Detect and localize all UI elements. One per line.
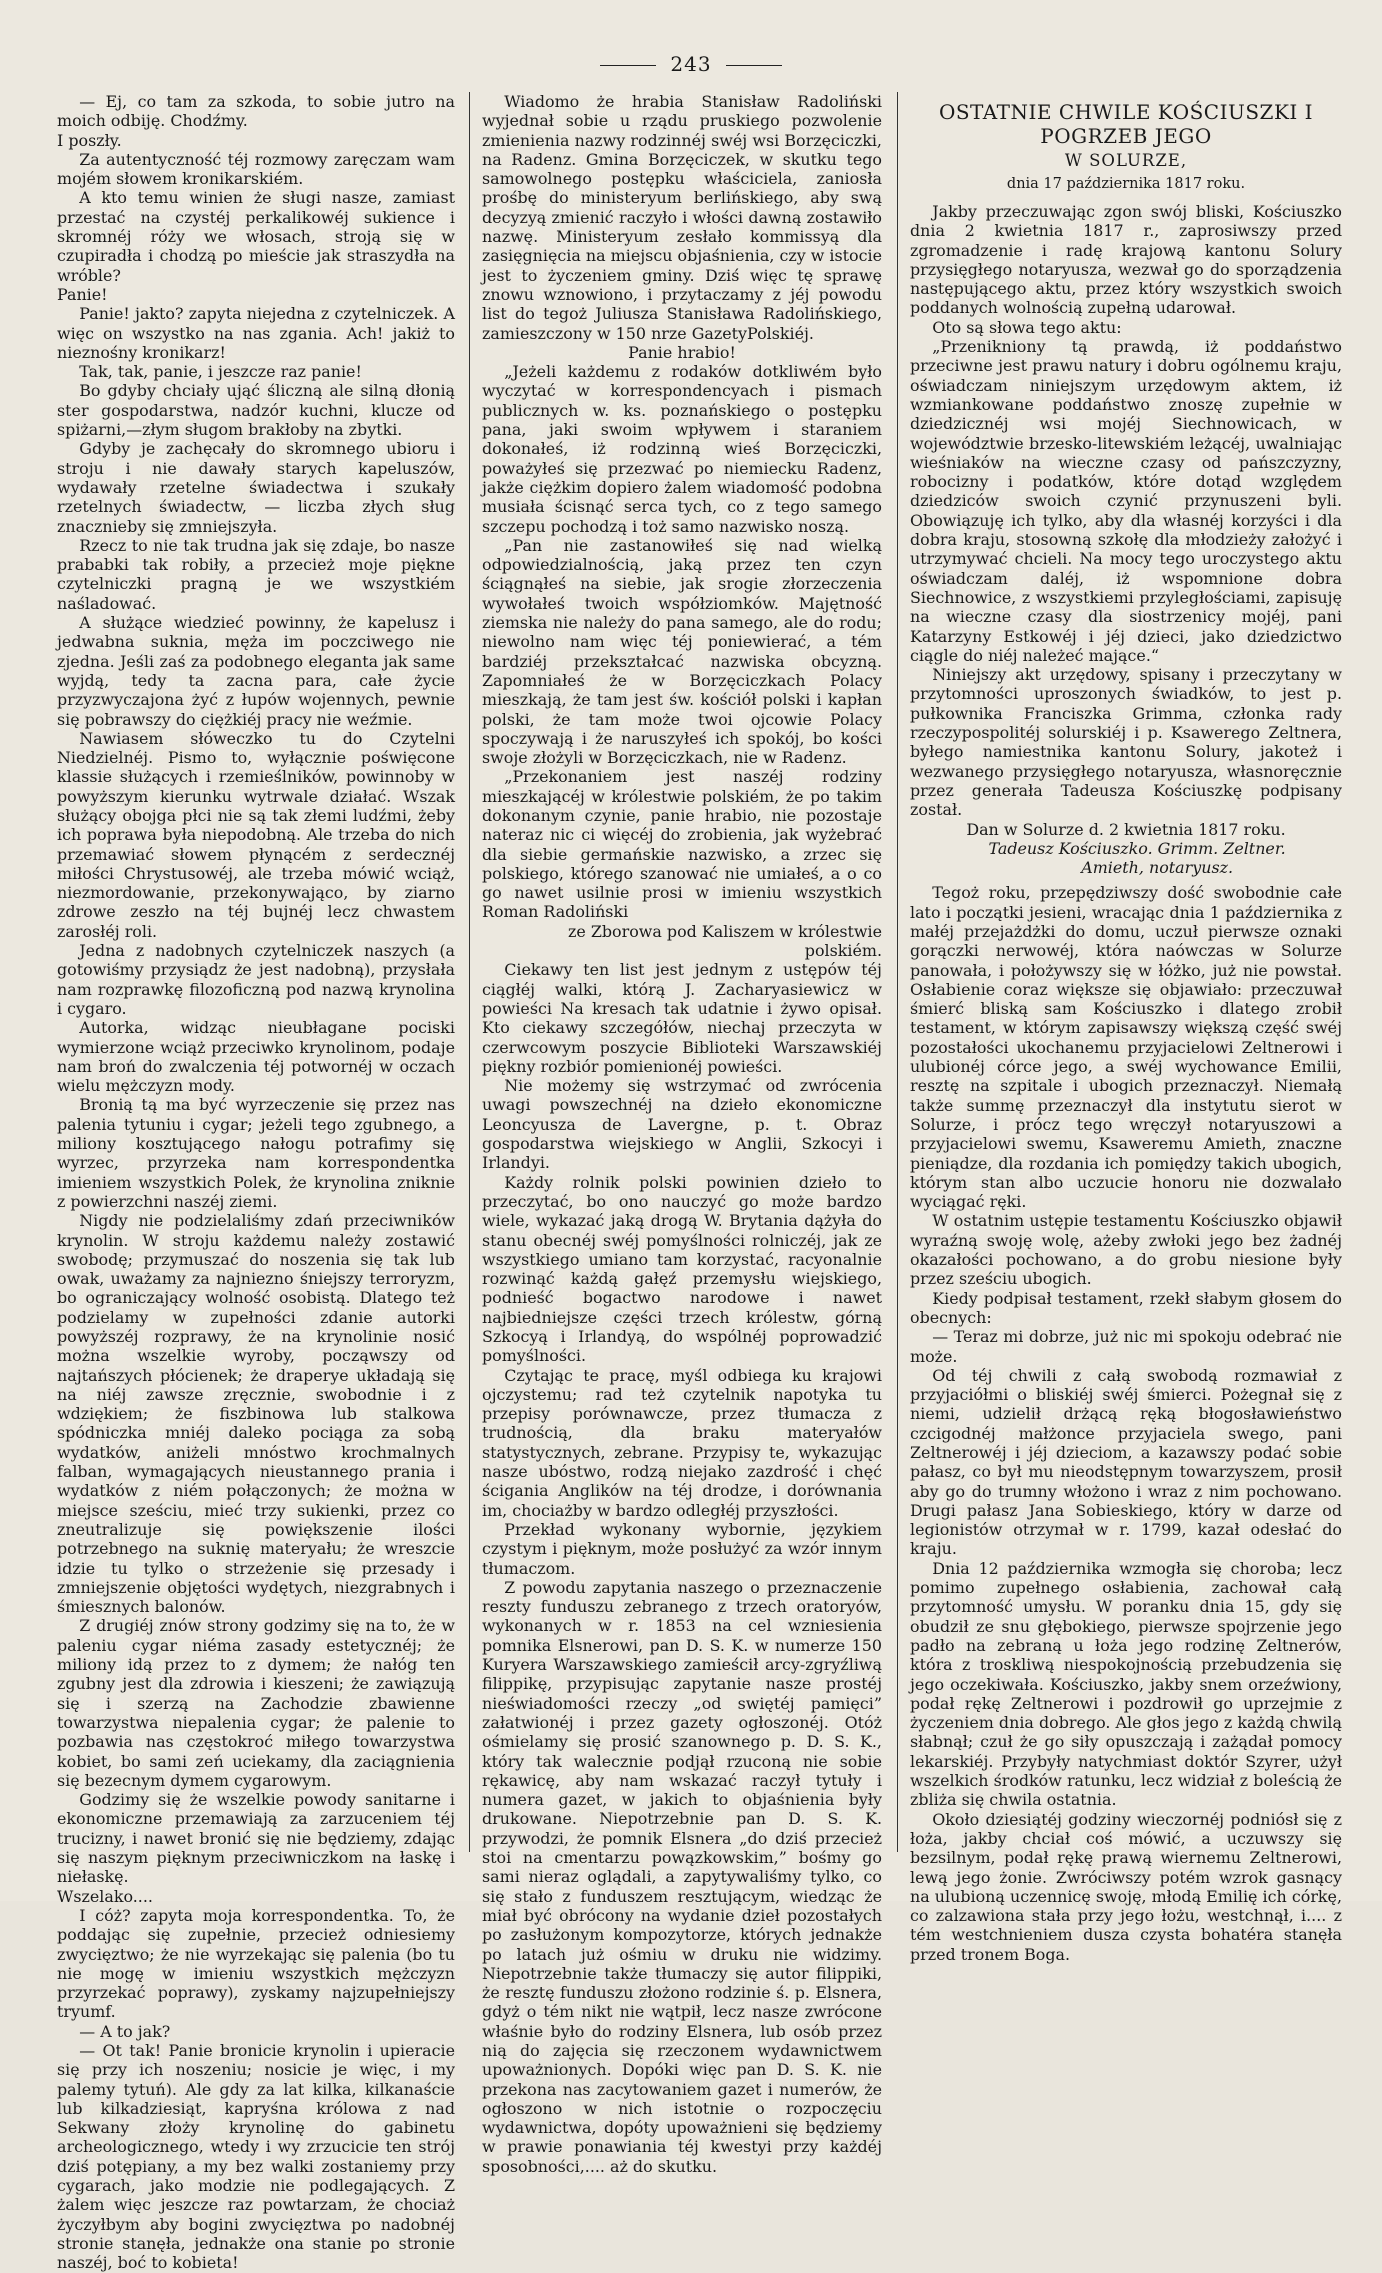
paragraph: Kiedy podpisał testament, rzekł słabym głosem do obecnych:: [910, 1288, 1342, 1327]
article-body-part1: [910, 202, 1342, 839]
paragraph: Gdyby je zachęcały do skromnego ubioru i stroju i nie dawały starych kapeluszów, wydawały rzetelne świadectwa i szukały rzetelnych świadectw, — liczba złych sług znacznieby się zmniejszyła.: [57, 439, 455, 536]
paragraph: Godzimy się że wszelkie powody sanitarne i ekonomiczne przemawiają za zarzuceniem téj trucizny, i nawet bronić się nie będziemy, zdając się naszym pięknym przeciwniczkom na łaskę i niełaskę.: [57, 1790, 455, 1887]
paragraph: Nawiasem słóweczko tu do Czytelni Niedzielnéj. Pismo to, wyłącznie poświęcone klassie służących i rzemieślników, powinnoby w powyższym kierunku wytrwale działać. Wszak służący obojga płci nie są tak złemi ludźmi, żeby ich poprawa była niepodobną. Ale trzeba do nich przemawiać słowem płynącém z serdecznéj miłości Chrystusowéj, ale trzeba mówić wciąż, niezmordowanie, przekonywająco, by ziarno zdrowe zeszło na téj bujnéj lecz chwastem zarosłéj roli.: [57, 728, 455, 941]
paragraph: Oto są słowa tego aktu:: [932, 317, 1122, 337]
columns: [57, 92, 1342, 2273]
paragraph: Panie hrabio!: [628, 342, 736, 362]
paragraph: — Ot tak! Panie bronicie krynolin i upieracie się przy ich noszeniu; nosicie je więc, i my palemy tytuń). Ale gdy za lat kilka, kilkanaście lub kilkadziesiąt, kapryśna królowa z nad Sekwany złoży krynolinę do gabinetu archeologicznego, wtedy i wy zrzucicie ten strój dziś potępiany, a my bez walki zostaniemy przy cygarach, jako modzie nie podlegających. Z żalem więc jeszcze raz powtarzam, że chociaż życzyłbym aby boginі zwycięztwa po nadobnéj stronie stanęła, jednakże ona stanie po stronie naszéj, boć to kobieta!: [57, 2040, 455, 2273]
paragraph: Każdy rolnik polski powinien dzieło to przeczytać, bo ono nauczyć go może bardzo wiele, wykazać jaką drogą W. Brytania dążyła do stanu obecnéj swéj pomyślności rolniczéj, jak ze wszystkiego umiano tam korzystać, racyonalnie rozwinąć każdą gałęź przemysłu wiejskiego, podnieść bogactwo narodowe i nawet najbiedniejsze części trzech królestw, górną Szkocyą i Irlandyą, do wspólnéj poprowadzić pomyślności.: [482, 1172, 882, 1366]
paragraph: Jakby przeczuwając zgon swój bliski, Kościuszko dnia 2 kwietnia 1817 r., zaprosiwszy przed zgromadzenie i radę krajową kantonu Solury przysięgłego notaryusza, wezwał go do sporządzenia następującego aktu, przez który wszystkich swoich poddanych wolnością zupełną udarował.: [910, 202, 1342, 318]
paragraph: I poszły.: [57, 130, 122, 150]
paragraph: Jedna z nadobnych czytelniczek naszych (a gotowiśmy przysiądz że jest nadobną), przysłała nam rozprawkę filozoficzną pod nazwą krynolina i cygaro.: [57, 941, 455, 1018]
article-body-part2: [910, 883, 1342, 1964]
paragraph: Czytając te pracę, myśl odbiega ku krajowi ojczystemu; rad też czytelnik napotyka tu przepisy porównawcze, przez tłumacza z trudnością, dla braku materyałów statystycznych, zebrane. Przypisy te, wykazując nasze ubóstwo, rodzą niejako zazdrość i chęć ścigania Anglików na téj drodze, i dorównania im, chociażby w bardzo odległéj przyszłości.: [482, 1365, 882, 1520]
paragraph: — Ej, co tam za szkoda, to sobie jutro na moich odbiję. Chodźmy.: [57, 92, 455, 131]
paragraph: Z drugiéj znów strony godzimy się na to, że w paleniu cygar niéma zasady estetycznéj; że miliony idą przez to z dymem; że nałóg ten zgubny jest dla zdrowia i kieszeni; że zawiązują się i szerzą na Zachodzie zbawienne towarzystwa niepalenia cygar; że paleniе to pozbawia nas częstokroć miłego towarzystwa kobiet, bo sami zeń uciekamy, dla zaciągnienia się bezecnym dymem cygarowym.: [57, 1616, 455, 1790]
paragraph: — A to jak?: [79, 2021, 171, 2041]
column-right: [910, 92, 1342, 1964]
paragraph: Wiadomo że hrabia Stanisław Radoliński wyjednał sobie u rządu pruskiego pozwolenie zmienienia nazwy rodzinnéj swéj wsi Borzęciczki, na Radenz. Gmina Borzęciczek, w skutku tego samowolnego postępku właściciela, zaniosła prośbę do ministeryum berlińskiego, aby swą decyzyą zmienić raczyło i włości dawną zostawiło nazwę. Ministeryum zesłało kommissyą dla zasięgnięcia na miejscu objaśnienia, czy w istocie jest to życzeniem gminy. Dziś więc tę sprawę znowu wznowiono, i przytaczamy z jéj powodu list do tegoż Juliusza Stanisława Radolińskiego, zamieszczony w 150 nrze GazetyPolskiéj.: [482, 92, 882, 343]
paragraph: Bo gdyby chciały ująć śliczną ale silną dłonią ster gospodarstwa, nadzór kuchni, klucze od spiżarni,—złym sługom brakłoby na zbytki.: [57, 381, 455, 440]
signature-line-2: Amieth, notaryusz.: [1081, 858, 1234, 878]
page-number-text: 243: [670, 52, 712, 76]
paragraph: — Teraz mi dobrze, już nic mi spokoju odebrać nie może.: [910, 1327, 1342, 1366]
folio-dash-left: [600, 65, 656, 66]
paragraph: Ciekawy ten list jest jednym z ustępów téj ciągłéj walki, którą J. Zacharyasiewicz w powieści Na kresach tak udatnie i żywo opisał. Kto ciekawy szczegółów, niechaj przeczyta w czerwcowym poszycie Biblioteki Warszawskiéj piękny rozbiór pomienionéj powieści.: [482, 960, 882, 1076]
paragraph: „Jeżeli każdemu z rodaków dotkliwém było wyczytać w korrespondencyach i pismach publicznych w. ks. poznańskiego o postępku pana, jaki swoim wpływem i staraniem dokonałeś, iż rodzinną wieś Borzęciczki, poważyłeś się przezwać po niemiecku Radenz, jakże ciężkim dopiero żalem wiadomość podobna musiała ścisnąć serca tych, co z tego samego szczepu pochodzą i toż samo nazwisko noszą.: [482, 362, 882, 536]
paragraph: Z powodu zapytania naszego o przeznaczenie reszty funduszu zebranego z trzech oratoryów, wykonanych w r. 1853 na cel wzniesienia pomnika Elsnerowi, pan D. S. K. w numerze 150 Kuryera Warszawskiego zamieścił arcy-zgryźliwą filippikę, przypisując zapytanie nasze prostéj nieświadomości rzeczy „od swiętéj pamięci” załatwionéj i przez gazety ogłoszonéj. Otóż ośmielamy się prosić szanownego p. D. S. K., który tak walecznie podjął rzuconą nie sobie rękawicę, aby nam wskazać raczył tytuły i numera gazet, w jakich to objaśnienia były drukowane. Niepotrzebnie pan D. S. K. przywodzi, że pomnik Elsnera „do dziś przecież stoi na cmentarzu powązkowskim,” bośmy go sami nieraz oglądali, a zapytywaliśmy tylko, co się stało z funduszem resztującym, wiedząc że miał być obrócony na wydanie dzieł pozostałych po zasłużonym kompozytorze, których jednakże po latach już ośmiu w druku nie widzimy. Niepotrzebnie także tłumaczy się autor filippiki, że resztę funduszu złożono rodzinie ś. p. Elsnera, gdyż o tém nikt nie wątpił, lecz nasze zwrócone właśnie było do rodziny Elsnera, lub osób przez nią do zajęcia się rzeczonem wydawnictwem upoważnionych. Dopóki więc pan D. S. K. nie przekona nas zacytowaniem gazet i numerów, że ogłoszono w nich istotnie o rozpoczęciu wydawnictwa, dopóty upoważnieni się będziemy w prawie ponawiania téj kwestyi przy każdéj sposobności,.... aż do skutku.: [482, 1577, 882, 2176]
paragraph: Panie! jakto? zapyta niejedna z czytelniczek. A więc on wszystko na nas zgania. Ach! jakiż to nieznośny kronikarz!: [57, 304, 455, 362]
paragraph: Przekład wykonany wybornie, językiem czystym i pięknym, może posłużyć za wzór innym tłumaczom.: [482, 1519, 882, 1578]
column-rule-1: [469, 92, 470, 1852]
paragraph: Dan w Solurze d. 2 kwietnia 1817 roku.: [966, 819, 1286, 839]
page-number: [0, 52, 1382, 76]
column-middle: [482, 92, 882, 2176]
paragraph: Około dziesiątéj godziny wieczornéj podniósł się z łoża, jakby chciał coś mówić, a uczuwszy się bezsilnym, podał rękę prawą wiernemu Zeltnerowi, lewą jego żonie. Zwróciwszy potém wzrok gasnący na ulubioną uczennicę swoję, młodą Emilię ich córkę, co zalzawiona stała przy jego łożu, westchnął, i.... z tém westchnieniem dusza czysta bohatéra stanęła przed tronem Boga.: [910, 1809, 1342, 1964]
paragraph: I cóż? zapyta moja korrespondentka. To, że poddając się zupełnie, przecież odniesiemy zwycięztwo; że nie wyrzekając się palenia (bo tu nie mogę w imieniu wszystkich mężczyzn przyrzekać poprawy), zyskamy najzupełniejszy tryumf.: [57, 1905, 455, 2022]
paragraph: „Przekonaniem jest naszéj rodziny mieszkającéj w królestwie polskiém, że po takim dokonanym czynie, panie hrabio, nie pozostaje nateraz nic ci więcéj do zrobienia, jak wyżebrać dla siebie germańskie nazwisko, a zrzec się polskiego, którego szanować nie umiałeś, a o co go nawet usilnie prosi w imieniu wszystkich Roman Radoliński: [482, 767, 882, 922]
paragraph: Tak, tak, panie, i jeszcze raz panie!: [79, 362, 362, 382]
paragraph: Nie możemy się wstrzymać od zwrócenia uwagi powszechnéj na dzieło ekonomiczne Leoncyusza de Lavergne, p. t. Obraz gospodarstwa wiejskiego w Anglii, Szkocyi i Irlandyi.: [482, 1076, 882, 1173]
paragraph: W ostatnim ustępie testamentu Kościuszko objawił wyraźną swoję wolę, ażeby zwłoki jego bez żadnéj okazałości pochowano, a do grobu niesione były przez sześciu ubogich.: [910, 1211, 1342, 1289]
paragraph: A kto temu winien że sługi nasze, zamiast przestać na czystéj perkalikowéj sukience i skromnéj róży we włosach, stroją się w czupiradła i chodzą po mieście jak straszydła na wróble?: [57, 188, 455, 285]
paragraph: Autorka, widząc nieubłagane pociski wymierzone wciąż przeciwko krynolinom, podaje nam broń do zwalczenia téj potwornéj w oczach wielu mężczyzn mody.: [57, 1018, 455, 1096]
column-left: [57, 92, 455, 2273]
paragraph: Nigdy nie podzielaliśmy zdań przeciwników krynolin. W stroju każdemu należy zostawić swobodę; przymuszać do noszenia się tak lub owak, uważamy za najniezno śniejszy terroryzm, bo ograniczający wolność osobistą. Dlatego też podzielamy w zupełności zdanie autorki powyższéj rozprawy, że na krynolinie nosić można wszelkie wyroby, począwszy od najtańszych płócienek; że draperye układają się na niéj zawsze zręcznie, swobodnie i z wdziękiem; że fiszbinowa lub stalkowa spódniczka mniéj daleko pociąga za sobą wydatków, aniżeli mnóstwo krochmalnych falban, wymagających nieustannego prania i wydatków z niém połączonych; że można w miejsce sześciu, mieć trzy sukienki, przez co zneutralizuje się powiększenie ilości potrzebnego na suknię materyału; że wreszcie idzie tu tylko o strzeżenie się przesady i zmniejszenie objętości wydętych, niezgrabnych i śmiesznych balonów.: [57, 1211, 455, 1617]
column-rule-2: [897, 92, 898, 1852]
paragraph: Dnia 12 października wzmogła się choroba; lecz pomimo zupełnego osłabienia, zachował całą przytomność umysłu. W poranku dnia 15, gdy się obudził ze snu głębokiego, pierwsze spojrzenie jego padło na zebraną u łoża jego rodzinę Zeltnerów, która z troskliwą niespokojnością przebudzenia się jego oczekiwała. Kościuszko, jakby snem orzeźwiony, podał rękę Zeltnerowi i pozdrowił go uprzejmie z życzeniem dnia dobrego. Ale głos jego z każdą chwilą słabnął; czuł że go siły opuszczają i zażądał pomocy lekarskiéj. Przybyły natychmiast doktór Szyrer, użył wszelkich środków ratunku, lecz widział z boleścią że zbliża się chwila ostatnia.: [910, 1558, 1342, 1810]
paragraph: Tegoż roku, przepędziwszy dość swobodnie całe lato i początki jesieni, wracając dnia 1 października z małéj przejażdżki do domu, uczuł pierwsze oznaki gorączki nerwowéj, która naówczas w Solurze panowała, i położywszy się w łóżko, już nie powstał. Osłabienie coraz większe się objawiało: przeczuwał śmierć bliską sam Kościuszko i dlatego zrobił testament, w którym zapisawszy większą część swéj pozostałości ukochanemu przyjacielowi Zeltnerowi i ulubionéj córce jego, a swéj wychowance Emilii, resztę na szpitale i ubogich przeznaczył. Niemałą także summę przeznaczył dla instytutu sierot w Solurze, i prócz tego wręczył notaryuszowi a przyjacielowi swemu, Ksaweremu Amieth, znaczne pieniądze, dla rozdania ich pomiędzy takich ubogich, którym stan albo uczucie honoru nie dozwalało wyciągać ręki.: [910, 883, 1342, 1212]
paragraph: Niniejszy akt urzędowy, spisany i przeczytany w przytomności uproszonych świadków, to jest p. pułkownika Franciszka Grimma, członka rady rzeczypospolitéj solurskiéj i p. Ksawerego Zeltnera, byłego namiestnika kantonu Solury, jakoteż i wezwanego przysięgłego notaryusza, własnoręcznie przez generała Tadeusza Kościuszkę podpisany został.: [910, 665, 1342, 820]
paragraph: „Pan nie zastanowiłeś się nad wielką odpowiedzialnością, jaką przez ten czyn ściągnąłeś na siebie, jak srogie złorzeczenia wywołałeś twoich współziomków. Majętność ziemska nie należy do pana samego, ale do rodu; niewolno nam więc téj poniewierać, a tém bardziéj przekształcać nazwiska obcyzną. Zapomniałeś że w Borzęciczkach Polacy mieszkają, że tam jest św. kościół polski i kapłan polski, że tam może twoi ojcowie Polacy spoczywają i że naruszyłeś ich spokój, bo kości swoje złożyli w Borzęciczkach, nie w Radenz.: [482, 535, 882, 768]
paragraph: A służące wiedzieć powinny, że kapelusz i jedwabna suknia, męża im poczciwego nie zjedna. Jeśli zaś za podobnego eleganta jak same wyjdą, tedy ta zacna para, całe życie przyzwyczajona żyć z łupów wojennych, pewnie się pobrawszy do ciężkiéj pracy nie weźmie.: [57, 613, 455, 729]
paragraph: „Przenikniony tą prawdą, iż poddaństwo przeciwne jest prawu natury i dobru ogólnemu kraju, oświadczam niniejszym urzędowym aktem, iż wzmiankowane poddaństwo znoszę zupełnie w dziedzicznéj wsi mojéj Siechnowicach, w województwie brzesko-litewskiém leżącéj, uwalniając wieśniaków na wieczne czasy od pańszczyzny, robocizny i podatków, które dotąd względem dziedziców swoich czynić przynuszeni byli. Obowiązuję ich tylko, aby dla własnéj korzyści i dla dobra kraju, stosowną szkołę dla młodzieży założyć i utrzymywać chcieli. Na mocy tego uroczystego aktu oświadczam daléj, iż wspomnione dobra Siechnowice, z wszystkiemi przyległościami, zapisuję na wieczne czasy dla siostrzenicy mojéj, pani Katarzyny Estkowéj i jéj dzieci, jako dziedzictwo ciągle do niéj należeć mające.“: [910, 337, 1342, 665]
signature-line-1: Tadeusz Kościuszko. Grimm. Zeltner.: [988, 838, 1286, 858]
article-title: OSTATNIE CHWILE KOŚCIUSZKI I POGRZEB JEGO: [938, 100, 1314, 148]
paragraph: Od téj chwili z całą swobodą rozmawiał z przyjaciółmi o bliskiéj swéj śmierci. Pożegnał się z niemi, udzielił drżącą ręką błogosławieństwo czcigodnéj małżonce przyjaciela swego, pani Zeltnerowéj i jéj dzieciom, a kazawszy podać sobie pałasz, co był mu nieodstępnym towarzyszem, prosił aby go do trumny włożono i wraz z nim pochowano. Drugi pałasz Jana Sobieskiego, który w darze od legionistów otrzymał w r. 1799, kazał odesłać do kraju.: [910, 1365, 1342, 1559]
paragraph: Za autentyczność téj rozmowy zaręczam wam mojém słowem kronikarskiém.: [57, 149, 455, 189]
paragraph: Panie!: [57, 284, 108, 304]
paragraph: Rzecz to nie tak trudna jak się zdaje, bo nasze prababki tak robiły, a przecież moje piękne czytelniczki pragną je we wszystkiém naśladować.: [57, 535, 455, 613]
paragraph: ze Zborowa pod Kaliszem w królestwie polskiém.: [568, 921, 882, 961]
article-date: dnia 17 października 1817 roku.: [1006, 176, 1246, 192]
paragraph: Wszelako....: [57, 1886, 153, 1906]
article-subtitle: W SOLURZE,: [1064, 151, 1188, 170]
folio-dash-right: [726, 65, 782, 66]
paragraph: Bronią tą ma być wyrzeczenie się przez nas palenia tytuniu i cygar; jeżeli tego zgubnego, a miliony kosztującego nałogu potrafimy się wyrzec, przyrzeka nam korrespondentka imieniem wszystkich Polek, że krynolina zniknie z powierzchni naszéj ziemi.: [57, 1095, 455, 1211]
